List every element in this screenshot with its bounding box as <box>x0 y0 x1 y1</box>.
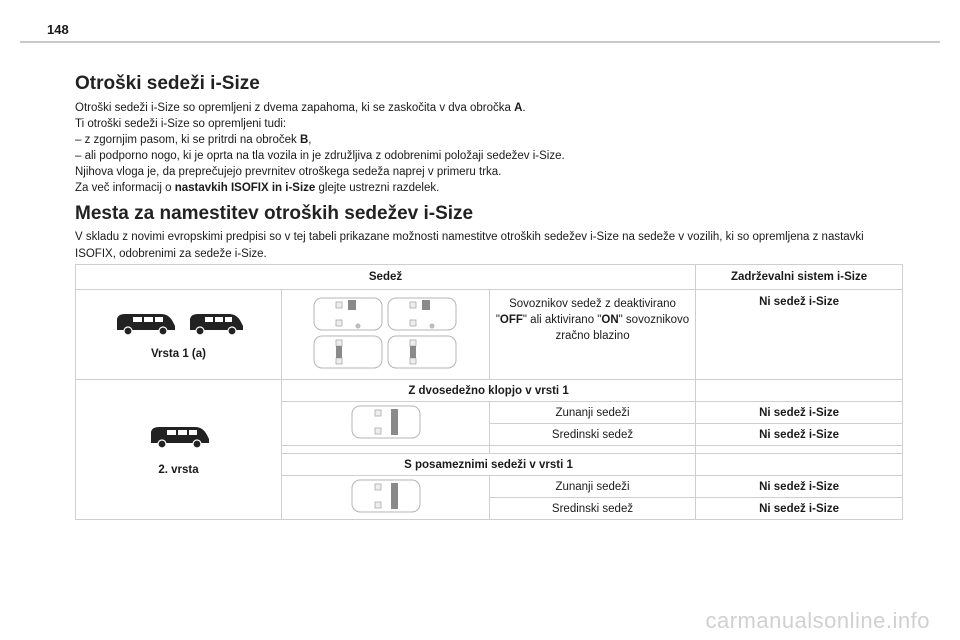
header-seat: Sedež <box>76 265 696 290</box>
table-row-front <box>76 290 903 380</box>
intro-line-4: – ali podporno nogo, ki je oprta na tla vozila in je združljiva z odobrenimi položaji sedežev i-Size. <box>75 150 565 162</box>
group2-outer-value: Ni sedež i-Size <box>696 476 903 498</box>
intro-line-2: Ti otroški sedeži i-Size so opremljeni tudi: <box>75 118 287 130</box>
page-number: 148 <box>47 22 69 37</box>
header-system: Zadrževalni sistem i-Size <box>696 265 903 290</box>
intro-line-3: – z zgornjim pasom, ki se pritrdi na obroček B, <box>75 134 312 146</box>
intro-line-1: Otroški sedeži i-Size so opremljeni z dvema zapahoma, ki se zaskočita v dva obročka A. <box>75 102 526 114</box>
intro-line-6: Za več informacij o nastavkih ISOFIX in i-Size glejte ustrezni razdelek. <box>75 182 440 194</box>
section-intro <box>75 100 565 196</box>
positions-intro: V skladu z novimi evropskimi predpisi so v tej tabeli prikazane možnosti namestitve otroških sedežev i-Size na sedeže v vozilih, ki so opremljena z nastavki ISOFIX, odobrenimi za sedeže i-Size. <box>75 231 864 260</box>
car-top-view-icon <box>351 405 421 439</box>
row1-description: Sovoznikov sedež z deaktivirano "OFF" ali aktivirano "ON" sovoznikovo zračno blazino <box>495 298 690 342</box>
group2-outer-label: Zunanji sedeži <box>490 476 696 498</box>
car-top-view-icon <box>312 296 460 370</box>
van-side-icon <box>147 423 211 449</box>
row1-label-cell <box>76 290 282 380</box>
table-row-group1-title <box>76 380 903 402</box>
intro-line-5: Njihova vloga je, da preprečujejo prevrnitev otroškega sedeža naprej v primeru trka. <box>75 166 502 178</box>
section-title-isize: Otroški sedeži i-Size <box>75 73 260 94</box>
van-side-icon <box>187 310 245 336</box>
group2-center-value: Ni sedež i-Size <box>696 498 903 520</box>
group2-title-empty <box>696 454 903 476</box>
group1-outer-label: Zunanji sedeži <box>490 402 696 424</box>
row-label-front: Vrsta 1 (a) <box>151 347 206 360</box>
group1-title: Z dvosedežno klopjo v vrsti 1 <box>282 380 696 402</box>
car-top-view-icon <box>351 479 421 513</box>
group2-title: S posameznimi sedeži v vrsti 1 <box>282 454 696 476</box>
group2-center-label: Sredinski sedež <box>490 498 696 520</box>
group1-outer-value: Ni sedež i-Size <box>696 402 903 424</box>
group1-center-label: Sredinski sedež <box>490 424 696 446</box>
isize-table <box>75 264 903 520</box>
row2-label-cell <box>76 380 282 520</box>
group1-title-empty <box>696 380 903 402</box>
top-divider <box>20 41 940 43</box>
row-label-second: 2. vrsta <box>158 464 199 476</box>
group2-diagram-cell <box>282 476 490 520</box>
section-title-positions: Mesta za namestitev otroških sedežev i-Size <box>75 203 474 224</box>
row1-diagram-cell <box>282 290 490 380</box>
group1-center-value: Ni sedež i-Size <box>696 424 903 446</box>
row1-system-cell <box>696 290 903 380</box>
watermark: carmanualsonline.info <box>705 608 930 633</box>
row1-desc-cell <box>490 290 696 380</box>
van-side-icon <box>113 310 177 336</box>
table-header-row <box>76 265 903 290</box>
row1-system-value: Ni sedež i-Size <box>759 296 839 308</box>
group1-diagram-cell <box>282 402 490 446</box>
